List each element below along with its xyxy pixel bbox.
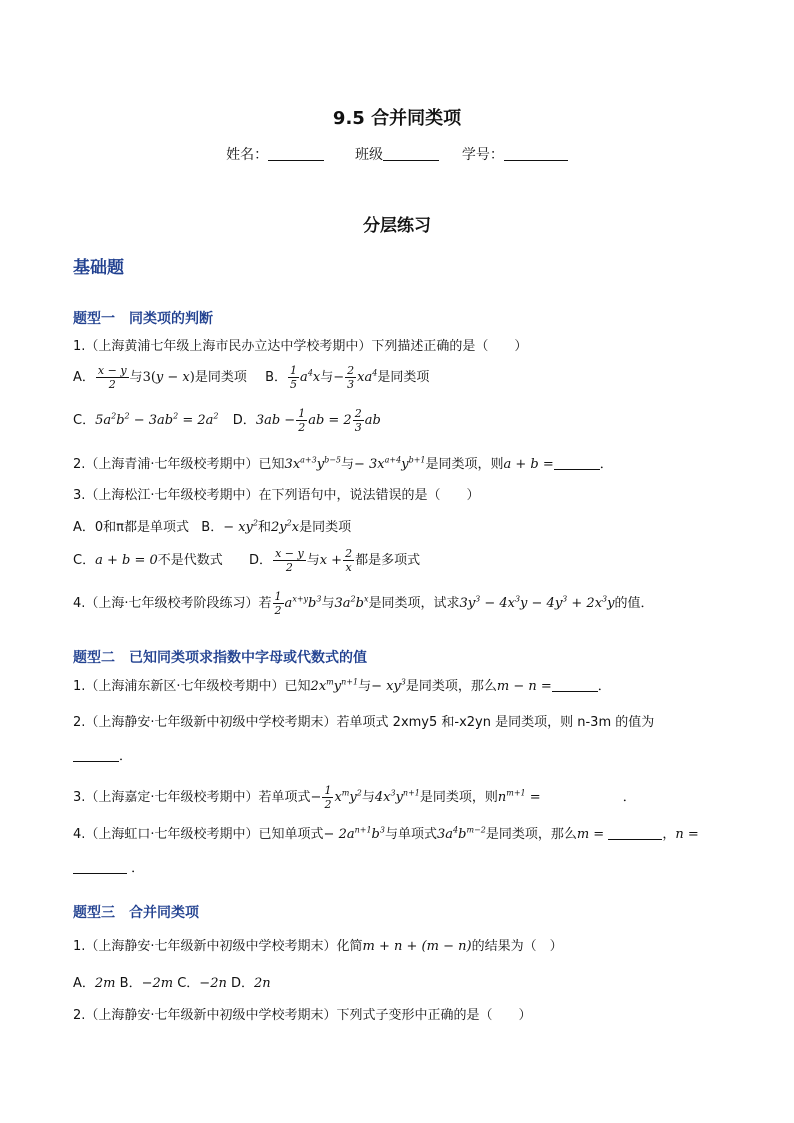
id-blank[interactable]: [504, 146, 568, 161]
t1-q1-option-cd: C．$5a^2b^2 - 3ab^2 = 2a^2$ D．3ab − $\frac{1}{2}$ ab = 2 $\frac{2}{3}$ ab: [73, 407, 381, 434]
t2-q1: 1.（上海浦东新区·七年级校考期中）已知$2x^my^{n+1}$与− $xy^3$是同类项，那么m − n = ．: [73, 677, 611, 694]
name-blank[interactable]: [268, 146, 324, 161]
t1-q3-option-ab: A．0和π都是单项式 B．− $xy^2$和$2y^2x$是同类项: [73, 518, 352, 535]
t3-q2-stem: 2.（上海静安·七年级新中初级中学校考期末）下列式子变形中正确的是（ ）: [73, 1008, 532, 1023]
t3-q1-options: A．2m B．−2m C．−2n D．2n: [73, 976, 271, 991]
student-info-line: [0, 144, 794, 164]
page-title: 9.5 合并同类项: [332, 108, 462, 129]
answer-blank[interactable]: [552, 679, 598, 692]
t3-q1: 1.（上海静安·七年级新中初级中学校考期末）化简m + n + (m − n)的结果为（ ）: [73, 939, 563, 954]
t1-q1-option-ab: A． $\frac{x - y}{2}$ 与3(y − x)是同类项 B． $\frac{1}{5}$ $a^4x$与− $\frac{2}{3}$ $xa^4$是同类项: [73, 364, 430, 391]
class-blank[interactable]: [383, 146, 439, 161]
answer-blank-m[interactable]: [608, 827, 662, 840]
t1-q1-stem: 1.（上海黄浦七年级上海市民办立达中学校考期中）下列描述正确的是（ ）: [73, 339, 528, 354]
level-heading: 基础题: [73, 258, 124, 278]
id-label: 学号：: [461, 147, 504, 163]
t2-q4: 4.（上海虹口·七年级校考期中）已知单项式− $2a^{n+1}b^3$与单项式$3a^4b^{m-2}$是同类项，那么m = ，n =: [73, 825, 699, 842]
name-label: 姓名：: [226, 147, 269, 163]
t2-q3: 3.（上海嘉定·七年级校考期中）若单项式− $\frac{1}{2}$ $x^my^2$与$4x^3y^{n+1}$是同类项，则$n^{m+1}$ = ．: [73, 784, 636, 811]
type-2-heading: 题型二 已知同类项求指数中字母或代数式的值: [73, 650, 367, 666]
class-label: 班级: [355, 147, 383, 163]
t1-q3-stem: 3.（上海松江·七年级校考期中）在下列语句中，说法错误的是（ ）: [73, 488, 480, 503]
t2-q4-blank-n: ．: [73, 857, 144, 876]
section-subtitle: 分层练习: [363, 216, 431, 236]
t2-q2-blank: ．: [73, 745, 132, 764]
type-1-heading: 题型一 同类项的判断: [73, 311, 213, 327]
t1-q2: 2.（上海青浦·七年级校考期中）已知$3x^{a+3}y^{b-5}$与− $3x^{a+4}y^{b+1}$是同类项，则a + b = ．: [73, 455, 613, 472]
t1-q4: 4.（上海·七年级校考阶段练习）若 $\frac{1}{2}$ $a^{x+y}b^3$与$3a^2b^x$是同类项，试求$3y^3 - 4x^3y - 4y^3 + 2x^3y$的值．: [73, 590, 654, 617]
type-3-heading: 题型三 合并同类项: [73, 905, 199, 921]
t1-q3-option-cd: C．a + b = 0不是代数式 D． $\frac{x - y}{2}$ 与x + $\frac{2}{x}$ 都是多项式: [73, 547, 421, 574]
answer-blank[interactable]: [554, 457, 600, 470]
t2-q2: 2.（上海静安·七年级新中初级中学校考期末）若单项式 2xmy5 和-x2yn 是同类项，则 n-3m 的值为: [73, 715, 655, 730]
